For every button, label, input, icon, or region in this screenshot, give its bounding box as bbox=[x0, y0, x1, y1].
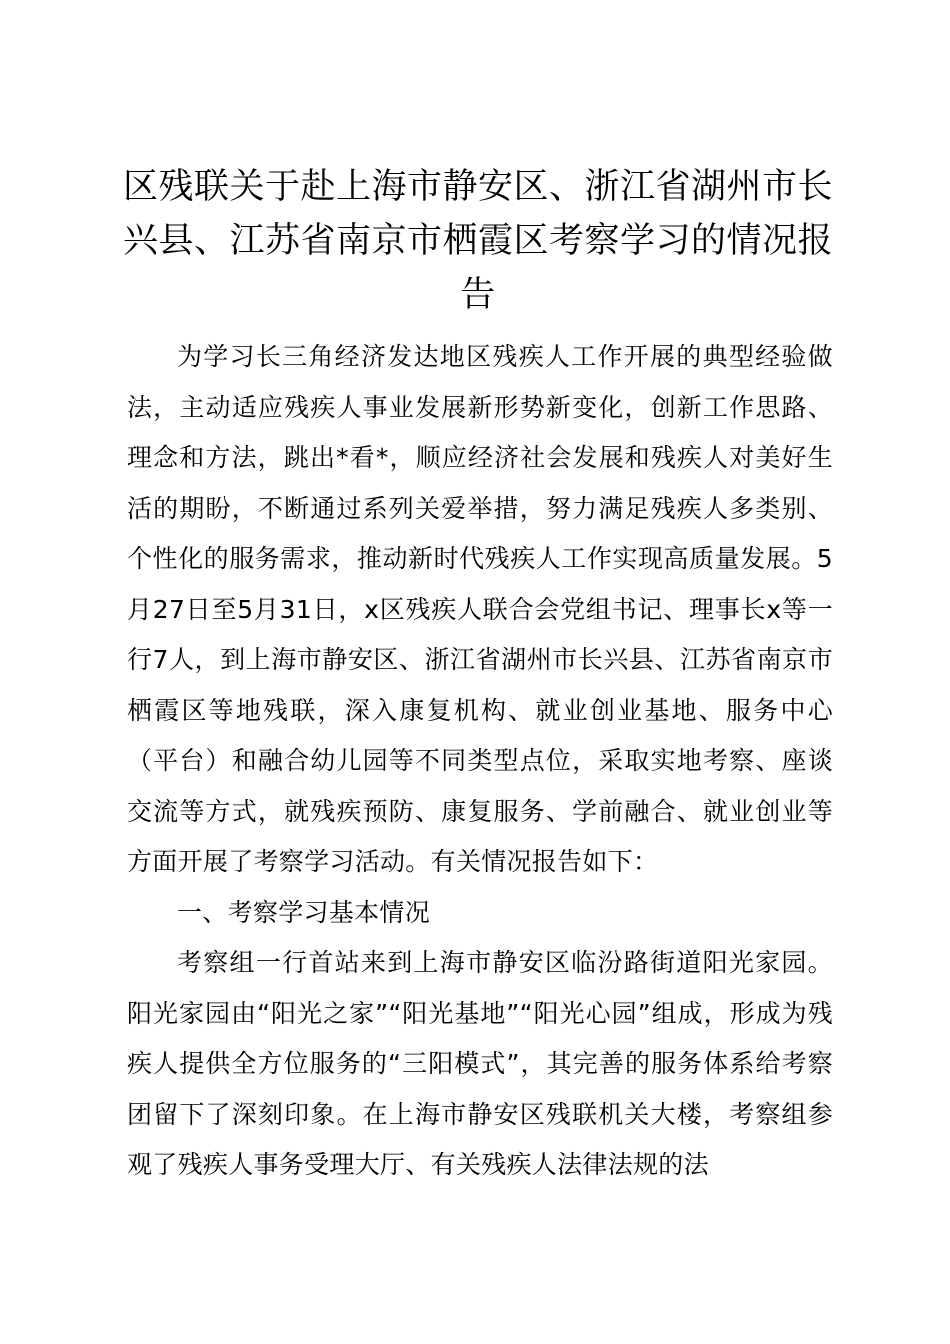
document-body bbox=[127, 332, 833, 1191]
document-title: 区残联关于赴上海市静安区、浙江省湖州市长兴县、江苏省南京市栖霞区考察学习的情况报告 bbox=[122, 167, 833, 315]
section-paragraph: 考察组一行首站来到上海市静安区临汾路街道阳光家园。阳光家园由“阳光之家”“阳光基地”“阳光心园”组成，形成为残疾人提供全方位服务的“三阳模式”，其完善的服务体系给考察团留下了深刻印象。在上海市静安区残联机关大楼，考察组参观了残疾人事务受理大厅、有关残疾人法律法规的法 bbox=[127, 948, 833, 1179]
section-heading: 一、考察学习基本情况 bbox=[177, 897, 431, 927]
intro-paragraph: 为学习长三角经济发达地区残疾人工作开展的典型经验做法，主动适应残疾人事业发展新形势新变化，创新工作思路、理念和方法，跳出*看*，顺应经济社会发展和残疾人对美好生活的期盼，不断通过系列关爱举措，努力满足残疾人多类别、个性化的服务需求，推动新时代残疾人工作实现高质量发展。5月27日至5月31日，x区残疾人联合会党组书记、理事长x等一行7人，到上海市静安区、浙江省湖州市长兴县、江苏省南京市栖霞区等地残联，深入康复机构、就业创业基地、服务中心（平台）和融合幼儿园等不同类型点位，采取实地考察、座谈交流等方式，就残疾预防、康复服务、学前融合、就业创业等方面开展了考察学习活动。有关情况报告如下： bbox=[127, 342, 833, 876]
